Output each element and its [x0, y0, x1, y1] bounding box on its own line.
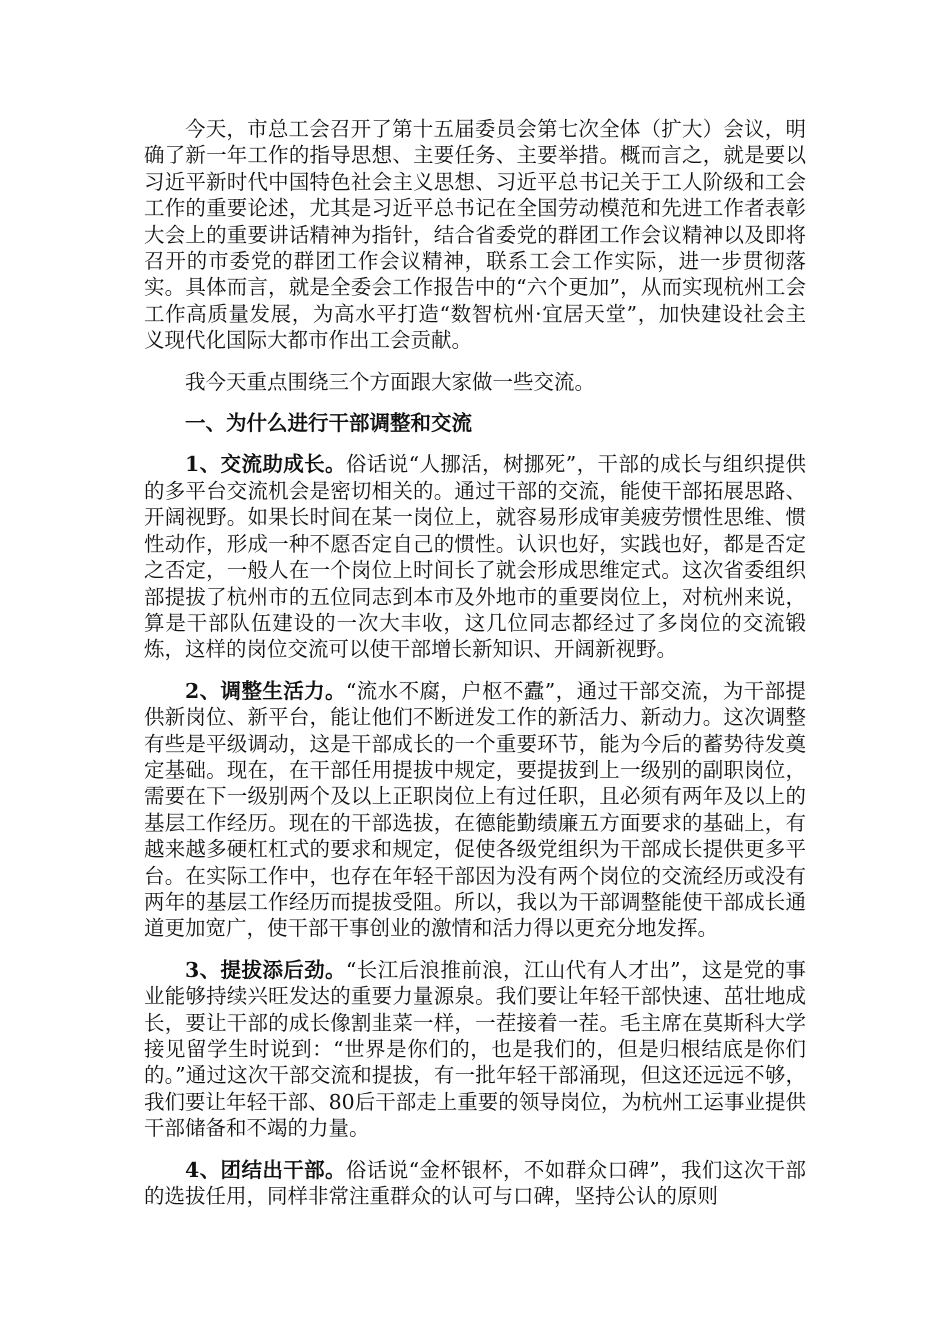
point-3-body: “长江后浪推前浪，江山代有人才出”，这是党的事业能够持续兴旺发达的重要力量源泉。我们要让年轻干部快速、茁壮地成长，要让干部的成长像割韭菜一样，一茬接着一茬。毛主席在莫斯科大学接见留学生时说到：“世界是你们的，也是我们的，但是归根结底是你们的。”通过这次干部交流和提拔，有一批年轻干部涌现，但这还远远不够，我们要让年轻干部、80后干部走上重要的领导岗位，为杭州工运事业提供干部储备和不竭的力量。 [144, 957, 806, 1141]
intro-paragraph: 今天，市总工会召开了第十五届委员会第七次全体（扩大）会议，明确了新一年工作的指导思想、主要任务、主要举措。概而言之，就是要以习近平新时代中国特色社会主义思想、习近平总书记关于工人阶级和工会工作的重要论述，尤其是习近平总书记在全国劳动模范和先进工作者表彰大会上的重要讲话精神为指针，结合省委党的群团工作会议精神以及即将召开的市委党的群团工作会议精神，联系工会工作实际，进一步贯彻落实。具体而言，就是全委会工作报告中的“六个更加”，从而实现杭州工会工作高质量发展，为高水平打造“数智杭州·宜居天堂”，加快建设社会主义现代化国际大都市作出工会贡献。 [144, 117, 806, 353]
point-4-lead: 4、团结出干部。 [185, 1157, 346, 1182]
point-4-body: 俗话说“金杯银杯，不如群众口碑”，我们这次干部的选拔任用，同样非常注重群众的认可与口碑，坚持公认的原则 [144, 1157, 806, 1209]
point-1-body: 俗话说“人挪活，树挪死”，干部的成长与组织提供的多平台交流机会是密切相关的。通过干部的交流，能使干部拓展思路、开阔视野。如果长时间在某一岗位上，就容易形成审美疲劳惯性思维、惯性动作，形成一种不愿否定自己的惯性。认识也好，实践也好，都是否定之否定，一般人在一个岗位上时间长了就会形成思维定式。这次省委组织部提拔了杭州市的五位同志到本市及外地市的重要岗位上，对杭州来说，算是干部队伍建设的一次大丰收，这几位同志都经过了多岗位的交流锻炼，这样的岗位交流可以使干部增长新知识、开阔新视野。 [144, 452, 806, 662]
point-3-lead: 3、提拔添后劲。 [185, 957, 346, 982]
focus-paragraph: 我今天重点围绕三个方面跟大家做一些交流。 [185, 369, 595, 394]
document-page [144, 116, 806, 1224]
point-4-paragraph [144, 1157, 806, 1210]
point-3-paragraph [144, 957, 806, 1142]
section-heading: 一、为什么进行干部调整和交流 [185, 411, 472, 436]
point-2-lead: 2、调整生活力。 [185, 678, 346, 703]
point-1-lead: 1、交流助成长。 [185, 452, 346, 477]
point-2-paragraph [144, 678, 806, 942]
point-2-body: “流水不腐，户枢不蠹”，通过干部交流，为干部提供新岗位、新平台，能让他们不断迸发工作的新活力、新动力。这次调整有些是平级调动，这是干部成长的一个重要环节，能为今后的蓄势待发奠定基础。现在，在干部任用提拔中规定，要提拔到上一级别的副职岗位，需要在下一级别两个及以上正职岗位上有过任职，且必须有两年及以上的基层工作经历。现在的干部选拔，在德能勤绩廉五方面要求的基础上，有越来越多硬杠杠式的要求和规定，促使各级党组织为干部成长提供更多平台。在实际工作中，也存在年轻干部因为没有两个岗位的交流经历或没有两年的基层工作经历而提拔受阻。所以，我以为干部调整能使干部成长通道更加宽广，使干部干事创业的激情和活力得以更充分地发挥。 [144, 678, 806, 941]
point-1-paragraph [144, 451, 806, 662]
